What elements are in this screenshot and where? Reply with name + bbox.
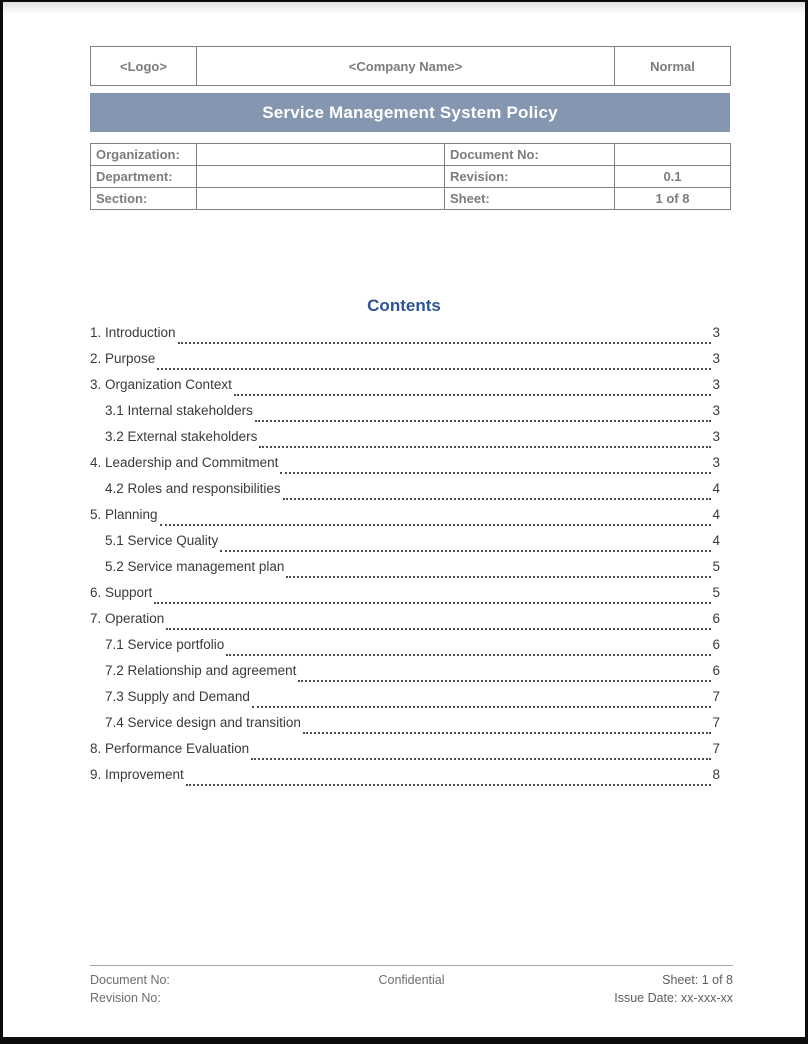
table-row [91,166,731,188]
dot-leader [252,706,712,708]
toc-entry-label: 2. Purpose [90,351,156,366]
document-info-table [90,143,731,210]
dot-leader [220,550,711,552]
sheet-label: Sheet: [445,188,615,210]
toc-page-number: 7 [712,689,720,704]
document-title: Service Management System Policy [262,102,558,122]
toc-entry-label: 5. Planning [90,507,158,522]
footer-right [445,971,734,1007]
dot-leader [286,576,711,578]
toc-page-number: 4 [712,507,720,522]
toc-entry-label: 9. Improvement [90,767,184,782]
classification-badge: Normal [615,47,731,86]
toc-entry-internal-stakeholders[interactable] [90,403,720,429]
toc-entry-support[interactable] [90,585,720,611]
toc-entry-supply-demand[interactable] [90,689,720,715]
dot-leader [251,758,711,760]
dot-leader [166,628,711,630]
footer-left [90,971,378,1007]
table-of-contents [90,325,720,793]
toc-entry-purpose[interactable] [90,351,720,377]
toc-entry-label: 7.4 Service design and transition [105,715,301,730]
toc-entry-label: 7.3 Supply and Demand [105,689,250,704]
title-banner [90,93,730,132]
toc-entry-label: 1. Introduction [90,325,176,340]
dot-leader [160,524,712,526]
toc-entry-service-quality[interactable] [90,533,720,559]
contents-heading: Contents [367,296,441,315]
toc-entry-planning[interactable] [90,507,720,533]
logo-placeholder: <Logo> [91,47,197,86]
footer-document-no: Document No: [90,973,170,987]
toc-entry-improvement[interactable] [90,767,720,793]
toc-page-number: 5 [712,559,720,574]
toc-page-number: 3 [712,429,720,444]
dot-leader [298,680,711,682]
toc-entry-label: 5.2 Service management plan [105,559,285,574]
toc-page-number: 6 [712,637,720,652]
dot-leader [255,420,712,422]
toc-page-number: 3 [712,351,720,366]
toc-entry-label: 4.2 Roles and responsibilities [105,481,281,496]
document-no-label: Document No: [445,144,615,166]
toc-page-number: 7 [712,715,720,730]
toc-entry-label: 6. Support [90,585,153,600]
toc-page-number: 3 [712,403,720,418]
organization-label: Organization: [91,144,197,166]
section-label: Section: [91,188,197,210]
dot-leader [154,602,711,604]
toc-page-number: 5 [712,585,720,600]
page-footer [90,965,733,1007]
toc-page-number: 3 [712,325,720,340]
dot-leader [178,342,712,344]
toc-page-number: 6 [712,611,720,626]
toc-entry-label: 7. Operation [90,611,165,626]
footer-confidential: Confidential [378,973,445,987]
dot-leader [303,732,712,734]
toc-page-number: 3 [712,455,720,470]
toc-entry-service-management-plan[interactable] [90,559,720,585]
toc-page-number: 7 [712,741,720,756]
footer-sheet: Sheet: 1 of 8 [662,973,733,987]
organization-value [197,144,445,166]
toc-entry-label: 5.1 Service Quality [105,533,219,548]
toc-entry-roles-responsibilities[interactable] [90,481,720,507]
toc-entry-service-design-transition[interactable] [90,715,720,741]
revision-value: 0.1 [615,166,731,188]
toc-page-number: 8 [712,767,720,782]
toc-entry-external-stakeholders[interactable] [90,429,720,455]
section-value [197,188,445,210]
dot-leader [186,784,712,786]
department-value [197,166,445,188]
toc-entry-label: 7.2 Relationship and agreement [105,663,297,678]
toc-entry-leadership-commitment[interactable] [90,455,720,481]
footer-issue-date: Issue Date: xx-xxx-xx [614,991,733,1005]
toc-page-number: 6 [712,663,720,678]
toc-entry-relationship-agreement[interactable] [90,663,720,689]
toc-entry-label: 4. Leadership and Commitment [90,455,279,470]
document-no-value [615,144,731,166]
dot-leader [259,446,711,448]
toc-entry-label: 7.1 Service portfolio [105,637,225,652]
toc-entry-label: 8. Performance Evaluation [90,741,250,756]
dot-leader [234,394,712,396]
toc-entry-performance-evaluation[interactable] [90,741,720,767]
toc-entry-label: 3.2 External stakeholders [105,429,258,444]
toc-entry-label: 3. Organization Context [90,377,232,392]
toc-entry-introduction[interactable] [90,325,720,351]
table-row [91,144,731,166]
dot-leader [226,654,711,656]
table-row [91,188,731,210]
toc-page-number: 4 [712,533,720,548]
toc-entry-organization-context[interactable] [90,377,720,403]
toc-page-number: 3 [712,377,720,392]
toc-entry-operation[interactable] [90,611,720,637]
header-table [90,46,731,86]
dot-leader [280,472,711,474]
footer-revision-no: Revision No: [90,991,161,1005]
revision-label: Revision: [445,166,615,188]
dot-leader [283,498,712,500]
toc-entry-label: 3.1 Internal stakeholders [105,403,253,418]
dot-leader [157,368,711,370]
toc-entry-service-portfolio[interactable] [90,637,720,663]
toc-page-number: 4 [712,481,720,496]
department-label: Department: [91,166,197,188]
sheet-value: 1 of 8 [615,188,731,210]
company-name: <Company Name> [197,47,615,86]
